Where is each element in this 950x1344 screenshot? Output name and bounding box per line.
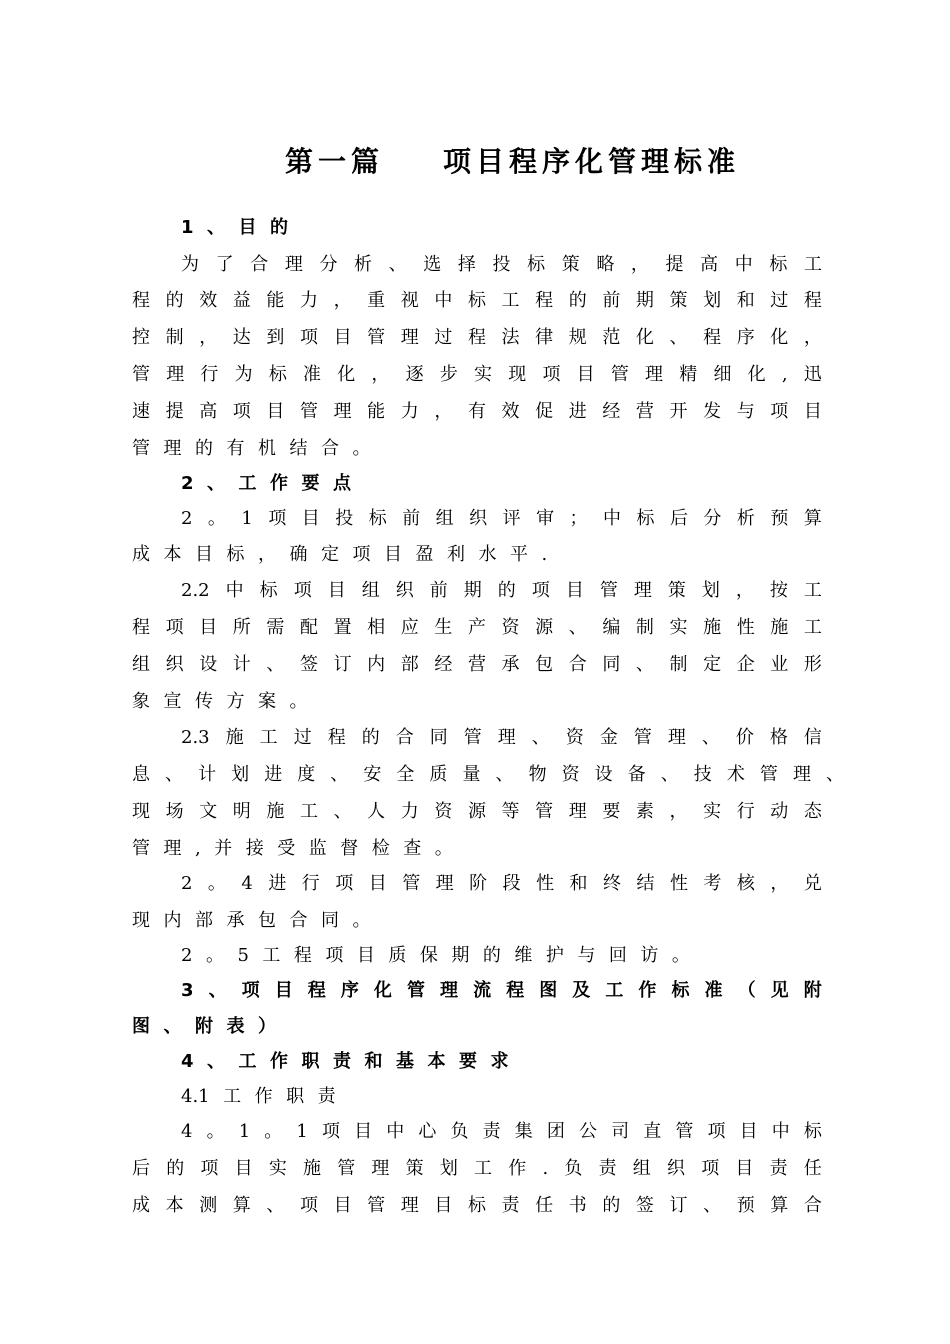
text-line: 成 本 测 算 、 项 目 管 理 目 标 责 任 书 的 签 订 、 预 算 合 [132, 1195, 822, 1216]
text-line: 息 、 计 划 进 度 、 安 全 质 量 、 物 资 设 备 、 技 术 管 理 、 [132, 764, 844, 785]
text-line: 4 、 工 作 职 责 和 基 本 要 求 [181, 1051, 509, 1072]
text-line: 组 织 设 计 、 签 订 内 部 经 营 承 包 合 同 、 制 定 企 业 形 [132, 654, 822, 675]
text-line: 现 内 部 承 包 合 同 。 [132, 910, 371, 931]
text-line: 为 了 合 理 分 析 、 选 择 投 标 策 略 ， 提 高 中 标 工 [181, 254, 822, 275]
text-line: 4 。 1 。 1 项 目 中 心 负 责 集 团 公 司 直 管 项 目 中 标 [181, 1121, 822, 1142]
page-title: 第一篇 项目程序化管理标准 [285, 145, 740, 178]
text-line: 3 、 项 目 程 序 化 管 理 流 程 图 及 工 作 标 准 （ 见 附 [181, 980, 822, 1001]
text-line: 2.3 施 工 过 程 的 合 同 管 理 、 资 金 管 理 、 价 格 信 [181, 727, 822, 748]
text-line: 控 制 ， 达 到 项 目 管 理 过 程 法 律 规 范 化 、 程 序 化 ， [132, 327, 822, 348]
text-line: 2 。 5 工 程 项 目 质 保 期 的 维 护 与 回 访 。 [181, 945, 690, 966]
text-line: 图 、 附 表 ） [132, 1016, 276, 1037]
text-line: 程 项 目 所 需 配 置 相 应 生 产 资 源 、 编 制 实 施 性 施 工 [132, 617, 822, 638]
text-line: 程 的 效 益 能 力 ， 重 视 中 标 工 程 的 前 期 策 划 和 过 程 [132, 290, 822, 311]
text-line: 2 、 工 作 要 点 [181, 473, 352, 494]
text-line: 象 宣 传 方 案 。 [132, 691, 308, 712]
text-line: 管 理 行 为 标 准 化 ， 逐 步 实 现 项 目 管 理 精 细 化 , 迅 [132, 364, 822, 385]
text-line: 2 。 4 进 行 项 目 管 理 阶 段 性 和 终 结 性 考 核 ， 兑 [181, 873, 822, 894]
text-line: 2 。 1 项 目 投 标 前 组 织 评 审 ； 中 标 后 分 析 预 算 [181, 508, 822, 529]
text-line: 1 、 目 的 [181, 217, 289, 238]
text-line: 4.1 工 作 职 责 [181, 1086, 336, 1107]
text-line: 速 提 高 项 目 管 理 能 力 ， 有 效 促 进 经 营 开 发 与 项 目 [132, 401, 822, 422]
text-line: 现 场 文 明 施 工 、 人 力 资 源 等 管 理 要 素 ， 实 行 动 态 [132, 801, 822, 822]
text-line: 2.2 中 标 项 目 组 织 前 期 的 项 目 管 理 策 划 ， 按 工 [181, 580, 822, 601]
text-line: 管 理 , 并 接 受 监 督 检 查 。 [132, 838, 453, 859]
text-line: 后 的 项 目 实 施 管 理 策 划 工 作 . 负 责 组 织 项 目 责 任 [132, 1158, 822, 1179]
text-line: 管 理 的 有 机 结 合 。 [132, 438, 371, 459]
text-line: 成 本 目 标 ， 确 定 项 目 盈 利 水 平 . [132, 544, 548, 565]
